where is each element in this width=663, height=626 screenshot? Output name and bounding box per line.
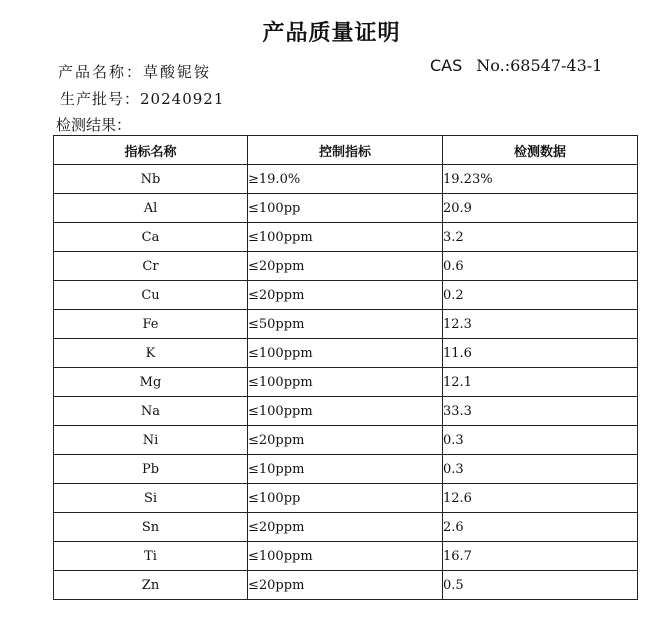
- value-cell: 0.5: [443, 571, 638, 600]
- table-row: [54, 281, 638, 310]
- batch-number-label: 生产批号：: [60, 90, 141, 108]
- spec-cell: ≤100ppm: [248, 542, 443, 571]
- spec-cell: ≤100ppm: [248, 223, 443, 252]
- value-cell: 2.6: [443, 513, 638, 542]
- header-test-data: 检测数据: [443, 136, 638, 165]
- element-cell: Si: [54, 484, 248, 513]
- element-cell: Ni: [54, 426, 248, 455]
- table-row: [54, 455, 638, 484]
- value-cell: 12.1: [443, 368, 638, 397]
- value-cell: 0.3: [443, 455, 638, 484]
- spec-cell: ≤20ppm: [248, 513, 443, 542]
- element-cell: Fe: [54, 310, 248, 339]
- element-cell: Zn: [54, 571, 248, 600]
- spec-cell: ≤20ppm: [248, 426, 443, 455]
- value-cell: 3.2: [443, 223, 638, 252]
- value-cell: 19.23%: [443, 165, 638, 194]
- value-cell: 0.3: [443, 426, 638, 455]
- value-cell: 16.7: [443, 542, 638, 571]
- spec-cell: ≤20ppm: [248, 571, 443, 600]
- product-name-value: 草酸铌铵: [143, 63, 212, 81]
- table-row: [54, 165, 638, 194]
- cas-number-line: [430, 56, 602, 75]
- header-indicator-name: 指标名称: [54, 136, 248, 165]
- element-cell: Na: [54, 397, 248, 426]
- page-title: 产品质量证明: [262, 21, 401, 46]
- batch-number-line: [60, 88, 224, 109]
- cas-number-value: No.:68547-43-1: [476, 56, 603, 75]
- value-cell: 20.9: [443, 194, 638, 223]
- value-cell: 0.2: [443, 281, 638, 310]
- spec-cell: ≤10ppm: [248, 455, 443, 484]
- table-row: [54, 194, 638, 223]
- spec-cell: ≤100pp: [248, 484, 443, 513]
- element-cell: Ti: [54, 542, 248, 571]
- table-row: [54, 571, 638, 600]
- table-row: [54, 426, 638, 455]
- product-name-label: 产品名称：: [58, 63, 144, 81]
- element-cell: Al: [54, 194, 248, 223]
- table-row: [54, 397, 638, 426]
- table-header-row: [54, 136, 638, 165]
- spec-cell: ≤50ppm: [248, 310, 443, 339]
- results-table: [53, 135, 638, 600]
- header-control-spec: 控制指标: [248, 136, 443, 165]
- table-row: [54, 223, 638, 252]
- element-cell: Nb: [54, 165, 248, 194]
- spec-cell: ≤100ppm: [248, 368, 443, 397]
- element-cell: Sn: [54, 513, 248, 542]
- table-row: [54, 513, 638, 542]
- table-row: [54, 484, 638, 513]
- batch-number-value: 20240921: [140, 90, 225, 108]
- spec-cell: ≤100ppm: [248, 397, 443, 426]
- table-row: [54, 368, 638, 397]
- element-cell: K: [54, 339, 248, 368]
- spec-cell: ≤20ppm: [248, 252, 443, 281]
- table-row: [54, 339, 638, 368]
- element-cell: Pb: [54, 455, 248, 484]
- element-cell: Ca: [54, 223, 248, 252]
- value-cell: 12.6: [443, 484, 638, 513]
- value-cell: 12.3: [443, 310, 638, 339]
- element-cell: Mg: [54, 368, 248, 397]
- table-row: [54, 252, 638, 281]
- table-row: [54, 310, 638, 339]
- value-cell: 11.6: [443, 339, 638, 368]
- results-label: 检测结果：: [56, 116, 132, 134]
- value-cell: 0.6: [443, 252, 638, 281]
- element-cell: Cu: [54, 281, 248, 310]
- product-name-line: [58, 61, 211, 82]
- table-row: [54, 542, 638, 571]
- spec-cell: ≥19.0%: [248, 165, 443, 194]
- spec-cell: ≤100pp: [248, 194, 443, 223]
- spec-cell: ≤100ppm: [248, 339, 443, 368]
- spec-cell: ≤20ppm: [248, 281, 443, 310]
- cas-label: CAS: [430, 56, 463, 75]
- value-cell: 33.3: [443, 397, 638, 426]
- element-cell: Cr: [54, 252, 248, 281]
